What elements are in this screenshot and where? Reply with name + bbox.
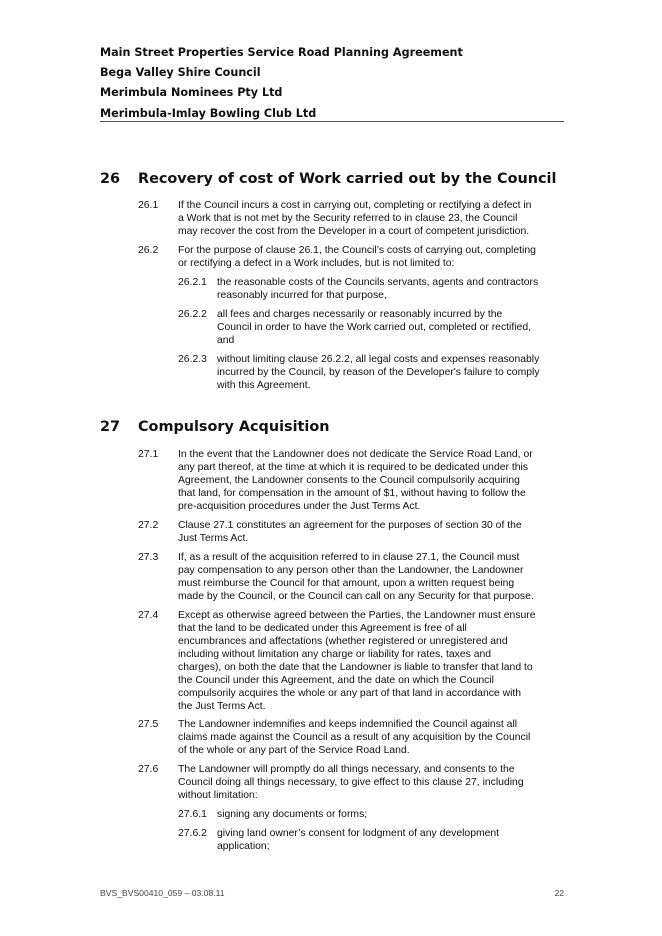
text-line: any part thereof, at the time at which it is required to be dedicated under this — [178, 462, 529, 473]
subclause-number: 26.2.3 — [178, 354, 207, 365]
text-line: may recover the cost from the Developer in a court of competent jurisdiction. — [178, 226, 530, 237]
text-line: compulsorily acquires the whole or any part of that land in accordance with — [178, 688, 522, 699]
text-line: a Work that is not met by the Security referred to in clause 23, the Council — [178, 213, 518, 224]
subclause-text — [217, 808, 367, 821]
text-line: or rectifying a defect in a Work includes, but is not limited to: — [178, 258, 455, 269]
text-line: that the land to be dedicated under this Agreement is free of all — [178, 623, 467, 634]
section-heading: Recovery of cost of Work carried out by the Council — [138, 171, 557, 187]
text-line: including without limitation any charge or liability for rates, taxes and — [178, 649, 492, 660]
text-line: Council in order to have the Work carried out, completed or rectified, — [217, 322, 531, 333]
clause-text — [178, 609, 536, 713]
text-line: giving land owner’s consent for lodgment of any development — [217, 828, 500, 839]
text-line: Council doing all things necessary, to give effect to this clause 27, including — [178, 777, 524, 788]
text-line: the Council under this Agreement, and the date on which the Council — [178, 675, 494, 686]
text-line: signing any documents or forms; — [217, 809, 368, 820]
subclause-text — [217, 827, 499, 853]
text-line: If the Council incurs a cost in carrying out, completing or rectifying a defect in — [178, 200, 532, 211]
text-line: without limitation: — [178, 790, 258, 801]
header-title: Main Street Properties Service Road Planning Agreement — [100, 46, 463, 59]
header-party-council: Bega Valley Shire Council — [100, 66, 261, 80]
header-party-bowling-club: Merimbula-Imlay Bowling Club Ltd — [100, 106, 317, 120]
text-line: Just Terms Act. — [178, 533, 249, 544]
header-divider — [100, 121, 564, 122]
subclause-number: 26.2.1 — [178, 277, 207, 288]
subclause-number: 26.2.2 — [178, 309, 207, 320]
header-party-nominees: Merimbula Nominees Pty Ltd — [100, 86, 283, 100]
text-line: The Landowner indemnifies and keeps indemnified the Council against all — [178, 719, 518, 730]
text-line: In the event that the Landowner does not dedicate the Service Road Land, or — [178, 449, 533, 460]
subclause-text — [217, 353, 540, 392]
text-line: charges), on both the date that the Landowner is liable to transfer that land to — [178, 662, 533, 673]
text-line: The Landowner will promptly do all things necessary, and consents to the — [178, 764, 515, 775]
page-number: 22 — [554, 888, 564, 898]
subclause-number: 27.6.1 — [178, 809, 207, 820]
clause-text — [178, 448, 533, 513]
subclause-number: 27.6.2 — [178, 828, 207, 839]
text-line: claims made against the Council as a result of any acquisition by the Council — [178, 732, 531, 743]
clause-number: 27.5 — [138, 719, 159, 730]
text-line: If, as a result of the acquisition referred to in clause 27.1, the Council must — [178, 552, 520, 563]
running-header — [100, 43, 564, 124]
clause-text — [178, 718, 530, 757]
clause-text — [178, 551, 534, 603]
text-line: pay compensation to any person other than the Landowner, the Landowner — [178, 565, 524, 576]
text-line: all fees and charges necessarily or reasonably incurred by the — [217, 309, 503, 320]
text-line: made by the Council, or the Council can call on any Security for that purpose. — [178, 591, 534, 602]
text-line: For the purpose of clause 26.1, the Council’s costs of carrying out, completing — [178, 245, 536, 256]
text-line: that land, for compensation in the amount of $1, without having to follow the — [178, 488, 526, 499]
section-number: 27 — [100, 419, 121, 435]
footer-reference: BVS_BVS00410_059 – 03.08.11 — [100, 888, 225, 898]
clause-text — [178, 199, 531, 238]
clause-number: 27.3 — [138, 552, 159, 563]
text-line: application; — [217, 841, 270, 852]
text-line: reasonably incurred for that purpose, — [217, 290, 387, 301]
clause-text — [178, 244, 536, 270]
text-line: the Just Terms Act. — [178, 701, 266, 712]
text-line: encumbrances and affectations (whether registered or unregistered and — [178, 636, 508, 647]
text-line: with this Agreement. — [217, 380, 311, 391]
clause-text — [178, 519, 522, 545]
clause-number: 26.1 — [138, 200, 159, 211]
text-line: without limiting clause 26.2.2, all legal costs and expenses reasonably — [217, 354, 540, 365]
clause-number: 27.1 — [138, 449, 159, 460]
text-line: pre-acquisition procedures under the Just Terms Act. — [178, 501, 421, 512]
text-line: and — [217, 335, 235, 346]
subclause-text — [217, 308, 531, 347]
clause-number: 27.4 — [138, 610, 159, 621]
clause-text — [178, 763, 524, 802]
section-number: 26 — [100, 171, 121, 187]
text-line: Clause 27.1 constitutes an agreement for the purposes of section 30 of the — [178, 520, 522, 531]
subclause-text — [217, 276, 538, 302]
section-heading: Compulsory Acquisition — [138, 419, 330, 435]
clause-number: 27.2 — [138, 520, 159, 531]
clause-number: 26.2 — [138, 245, 159, 256]
clause-number: 27.6 — [138, 764, 159, 775]
text-line: Agreement, the Landowner consents to the Council compulsorily acquiring — [178, 475, 520, 486]
text-line: must reimburse the Council for that amount, upon a written request being — [178, 578, 515, 589]
text-line: Except as otherwise agreed between the Parties, the Landowner must ensure — [178, 610, 536, 621]
text-line: the reasonable costs of the Councils servants, agents and contractors — [217, 277, 539, 288]
text-line: incurred by the Council, by reason of the Developer's failure to comply — [217, 367, 540, 378]
text-line: of the whole or any part of the Service Road Land. — [178, 745, 410, 756]
